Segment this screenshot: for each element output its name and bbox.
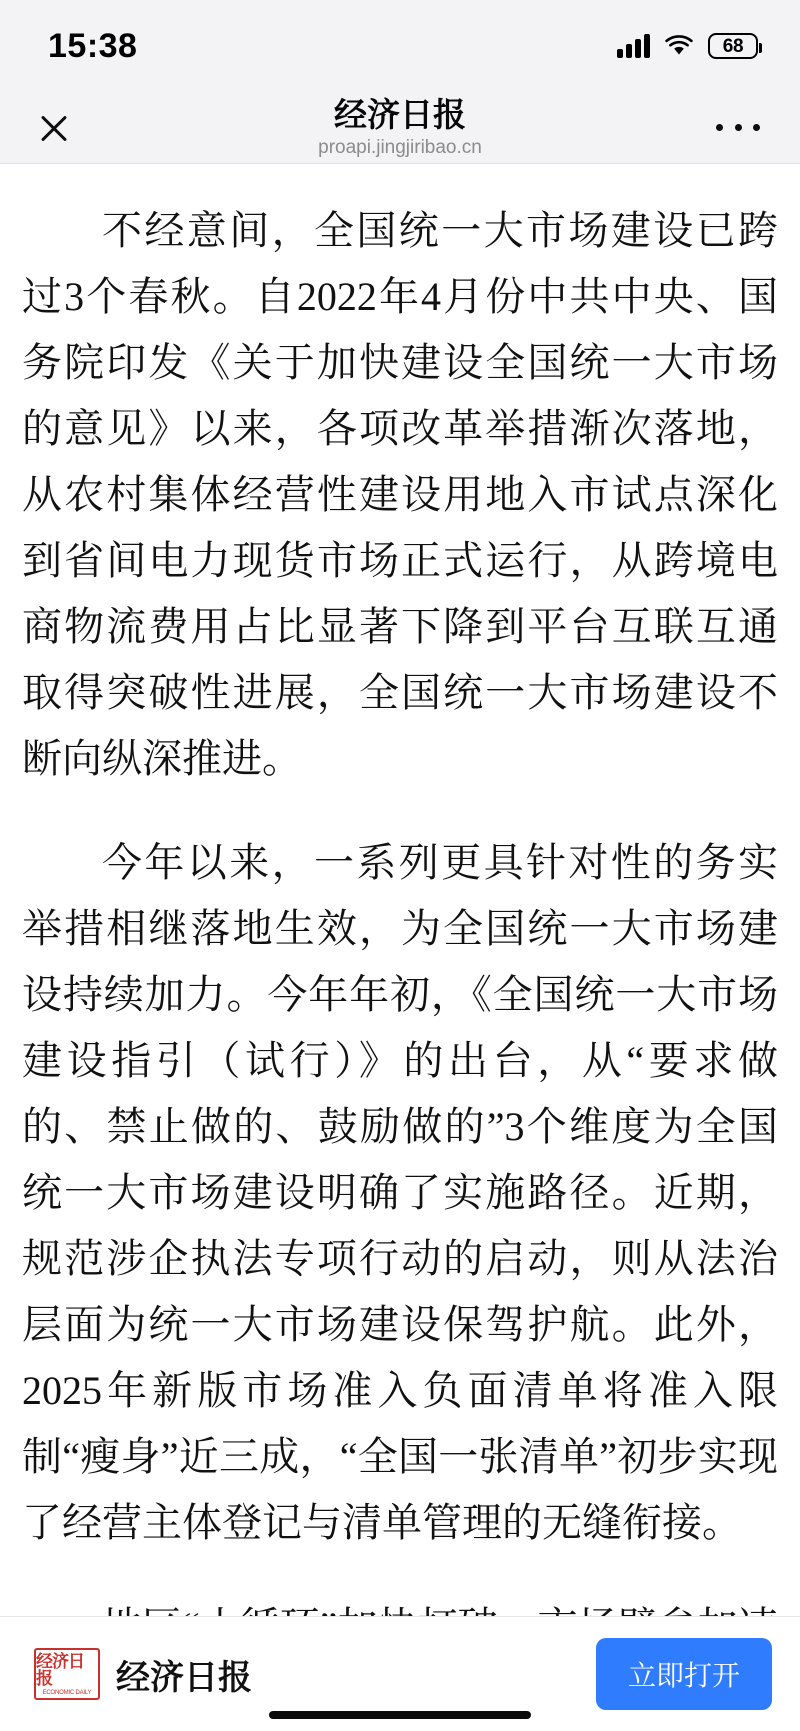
- brand-block: [34, 1648, 252, 1700]
- nav-title-block: [0, 96, 800, 158]
- close-icon[interactable]: [34, 108, 74, 148]
- battery-level: 68: [722, 35, 744, 57]
- logo-cn-text: 经济日报: [36, 1651, 84, 1688]
- brand-name: 经济日报: [116, 1659, 252, 1697]
- page-url: proapi.jingjiribao.cn: [318, 136, 482, 158]
- nav-bar: [0, 92, 800, 164]
- page-title: 经济日报: [334, 95, 466, 133]
- wifi-icon: [664, 34, 694, 58]
- cellular-signal-icon: [617, 34, 650, 58]
- economic-daily-logo-icon: [34, 1648, 100, 1700]
- open-app-button[interactable]: 立即打开: [596, 1638, 772, 1710]
- status-indicators: [617, 33, 758, 59]
- battery-icon: [708, 33, 758, 59]
- status-time: 15:38: [48, 26, 138, 65]
- logo-en-text: ECONOMIC DAILY: [42, 1689, 92, 1696]
- more-options-icon[interactable]: [716, 108, 760, 148]
- article-paragraph: 今年以来，一系列更具针对性的务实举措相继落地生效，为全国统一大市场建设持续加力。今年年初，《全国统一大市场建设指引（试行）》的出台，从“要求做的、禁止做的、鼓励做的”3个维度为全国统一大市场建设明确了实施路径。近期，规范涉企执法专项行动的启动，则从法治层面为统一大市场建设保驾护航。此外，2025年新版市场准入负面清单将准入限制“瘦身”近三成，“全国一张清单”初步实现了经营主体登记与清单管理的无缝衔接。: [22, 840, 778, 1545]
- article-paragraph: 不经意间，全国统一大市场建设已跨过3个春秋。自2022年4月份中共中央、国务院印发《关于加快建设全国统一大市场的意见》以来，各项改革举措渐次落地，从农村集体经营性建设用地入市试点深化到省间电力现货市场正式运行，从跨境电商物流费用占比显著下降到平台互联互通取得突破性进展，全国统一大市场建设不断向纵深推进。: [22, 208, 778, 781]
- home-indicator[interactable]: [269, 1711, 531, 1719]
- article-body: [0, 164, 800, 1644]
- status-bar: [0, 0, 800, 92]
